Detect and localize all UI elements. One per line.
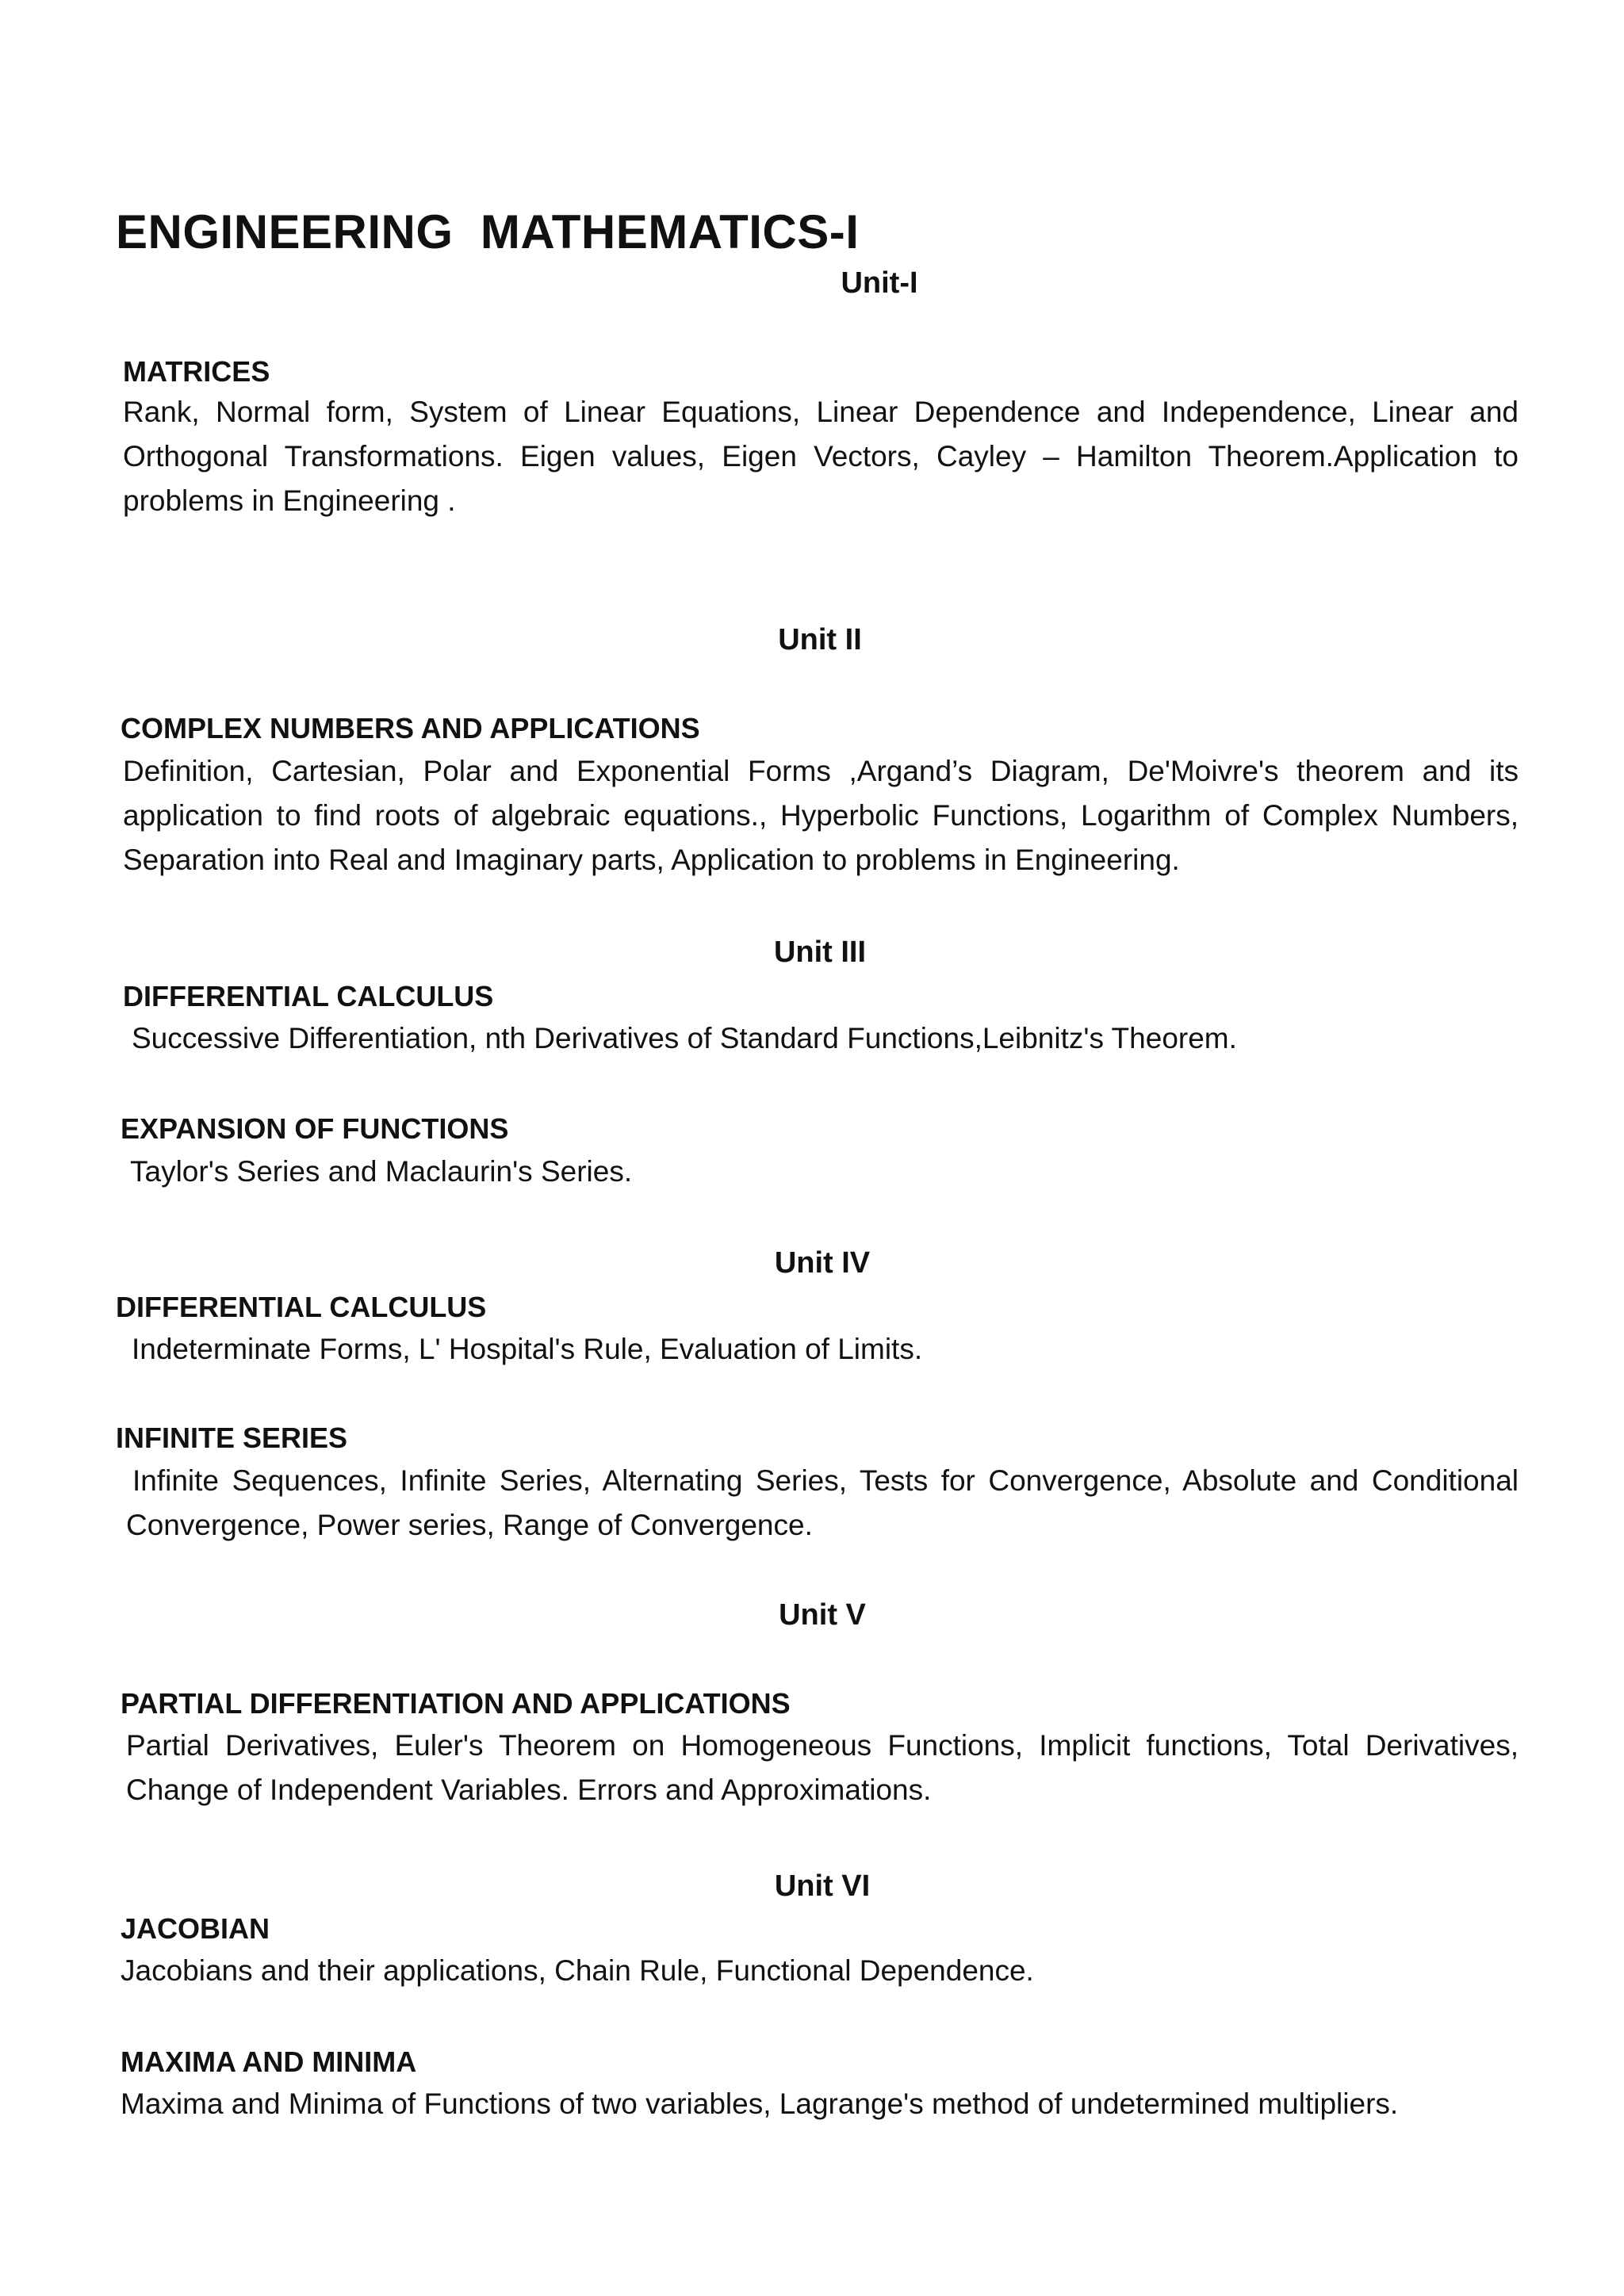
- section-partial-differentiation-body: Partial Derivatives, Euler's Theorem on Homogeneous Functions, Implicit functions, Total Derivatives, Change of Independent Variables. Errors and Approximations.: [126, 1729, 1519, 1806]
- section-infinite-series-body: Infinite Sequences, Infinite Series, Alternating Series, Tests for Convergence, Absolute and Conditional Convergence, Power series, Range of Convergence.: [126, 1464, 1519, 1541]
- section-differential-calculus-2-heading: DIFFERENTIAL CALCULUS: [116, 1291, 487, 1323]
- section-expansion-of-functions-heading: EXPANSION OF FUNCTIONS: [121, 1112, 509, 1145]
- unit-3-heading: [0, 936, 1624, 970]
- unit-2-heading: [0, 623, 1624, 657]
- section-matrices-heading: MATRICES: [123, 355, 270, 388]
- section-jacobian-heading: JACOBIAN: [121, 1912, 270, 1945]
- unit-6-heading: [0, 1869, 1624, 1904]
- section-expansion-of-functions-body: Taylor's Series and Maclaurin's Series.: [130, 1155, 633, 1188]
- section-maxima-minima-body: Maxima and Minima of Functions of two variables, Lagrange's method of undetermined multipliers.: [121, 2087, 1399, 2120]
- section-differential-calculus-1-heading: DIFFERENTIAL CALCULUS: [123, 980, 494, 1012]
- section-differential-calculus-1-body: Successive Differentiation, nth Derivatives of Standard Functions,Leibnitz's Theorem.: [132, 1022, 1237, 1054]
- section-complex-numbers-body: Definition, Cartesian, Polar and Exponential Forms ,Argand’s Diagram, De'Moivre's theorem and its application to find roots of algebraic equations., Hyperbolic Functions, Logarithm of Complex Numbers, Separation into Real and Imaginary parts, Application to problems in Engineering.: [123, 755, 1519, 876]
- section-jacobian-body: Jacobians and their applications, Chain Rule, Functional Dependence.: [121, 1954, 1034, 1987]
- section-differential-calculus-2-body: Indeterminate Forms, L' Hospital's Rule, Evaluation of Limits.: [132, 1333, 923, 1365]
- section-partial-differentiation-heading: PARTIAL DIFFERENTIATION AND APPLICATIONS: [121, 1687, 791, 1720]
- section-infinite-series-heading: INFINITE SERIES: [116, 1422, 348, 1454]
- unit-5-heading: [0, 1598, 1624, 1632]
- section-complex-numbers-heading: COMPLEX NUMBERS AND APPLICATIONS: [121, 712, 700, 744]
- unit-4-heading-label: Unit IV: [774, 1246, 871, 1280]
- unit-1-heading: [0, 266, 1624, 300]
- unit-3-heading-label: Unit III: [773, 936, 867, 969]
- unit-2-heading-label: Unit II: [778, 623, 862, 656]
- unit-1-heading-label: Unit-I: [841, 266, 918, 300]
- unit-6-heading-label: Unit VI: [774, 1869, 871, 1903]
- unit-5-heading-label: Unit V: [779, 1598, 866, 1632]
- section-matrices-body: Rank, Normal form, System of Linear Equations, Linear Dependence and Independence, Linear and Orthogonal Transformations. Eigen values, Eigen Vectors, Cayley – Hamilton Theorem.Application to problems in Engineering .: [123, 396, 1519, 517]
- section-maxima-minima-heading: MAXIMA AND MINIMA: [121, 2045, 417, 2078]
- unit-4-heading: [0, 1246, 1624, 1280]
- page-title: ENGINEERING MATHEMATICS-I: [116, 205, 860, 258]
